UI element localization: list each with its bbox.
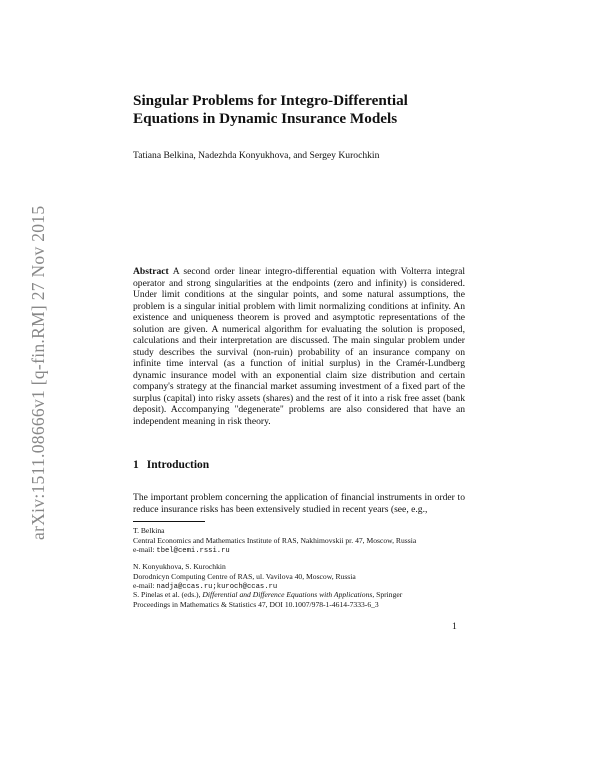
- paper-title: [133, 92, 465, 128]
- citation-book-title: Differential and Difference Equations with Applications: [202, 590, 373, 599]
- citation-series: Proceedings in Mathematics & Statistics 47, DOI 10.1007/978-1-4614-7333-6_3: [133, 599, 379, 609]
- footnote-email-line: [133, 545, 465, 557]
- footnote-author-name: N. Konyukhova, S. Kurochkin: [133, 562, 226, 571]
- footnote-divider: [133, 521, 205, 522]
- footnote-book-citation: [133, 590, 465, 609]
- section-title: Introduction: [146, 459, 210, 471]
- email-label: e-mail:: [133, 581, 157, 591]
- abstract-label: Abstract: [133, 266, 169, 277]
- footnote-affiliation: Central Economics and Mathematics Institute of RAS, Nakhimovskii pr. 47, Moscow, Russia: [133, 535, 417, 545]
- citation-line-1: [133, 590, 465, 600]
- paper-title-line-2: Equations in Dynamic Insurance Models: [133, 110, 398, 127]
- email-address[interactable]: nadja@ccas.ru;kuroch@ccas.ru: [156, 583, 278, 592]
- footnote-author-name: T. Belkina: [133, 526, 165, 535]
- email-label: e-mail:: [133, 545, 157, 555]
- section-heading-introduction: [133, 459, 465, 471]
- footnote-affiliation: Dorodnicyn Computing Centre of RAS, ul. Vavilova 40, Moscow, Russia: [133, 571, 356, 581]
- page-number: 1: [452, 621, 457, 632]
- introduction-paragraph: The important problem concerning the application of financial instruments in order to reduce insurance risks has been extensively studied in recent years (see, e.g.,: [133, 492, 465, 515]
- email-address[interactable]: tbel@cemi.rssi.ru: [156, 547, 230, 556]
- author-list: Tatiana Belkina, Nadezhda Konyukhova, and Sergey Kurochkin: [133, 150, 380, 161]
- abstract: [133, 266, 465, 427]
- footnote-authors-konyukhova-kurochkin: [133, 562, 465, 593]
- paper-title-line-1: Singular Problems for Integro-Differential: [133, 92, 408, 109]
- citation-editors: S. Pinelas et al. (eds.),: [133, 590, 203, 599]
- section-number: 1: [133, 459, 139, 471]
- citation-publisher: , Springer: [372, 590, 403, 599]
- arxiv-identifier-stamp: arXiv:1511.08666v1 [q-fin.RM] 27 Nov 2015: [28, 205, 48, 540]
- footnote-author-belkina: [133, 526, 465, 557]
- abstract-text: A second order linear integro-differential equation with Volterra integral operator and strong singularities at the endpoints (zero and infinity) is considered. Under limit conditions at the singular points, and some natural assumptions, the problem is a singular initial problem with limit normalizing conditions at infinity. An existence and uniqueness theorem is proved and asymptotic representations of the solution are given. A numerical algorithm for evaluating the solution is proposed, calculations and their interpretation are discussed. The main singular problem under study describes the survival (non-ruin) probability of an insurance company on infinite time interval (as a function of initial surplus) in the Cramér-Lundberg dynamic insurance model with an exponential claim size distribution and certain company's strategy at the financial market assuming investment of a fixed part of the surplus (capital) into risky assets (shares) and the rest of it into a risk free asset (bank deposit). Accompanying "degenerate" problems are also considered that have an independent meaning in risk theory.: [133, 266, 465, 427]
